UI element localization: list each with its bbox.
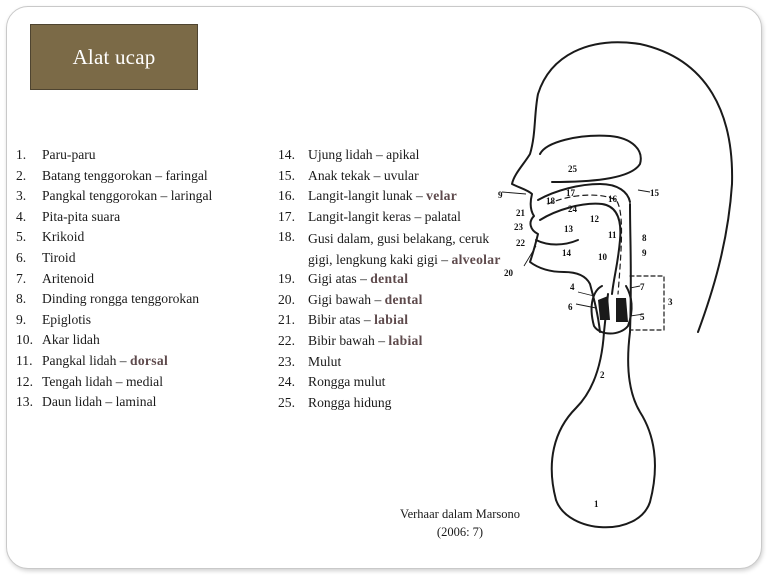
item-description: Rongga mulut (308, 374, 386, 390)
item-number: 1. (16, 147, 27, 162)
item-description: Gigi atas – (308, 271, 371, 287)
item-number: 21. (278, 312, 295, 328)
item-description: Bibir bawah – (308, 332, 389, 348)
item-text (308, 209, 461, 225)
diagram-label: 18 (546, 196, 555, 206)
tongue (540, 204, 620, 294)
item-number: 17. (278, 208, 295, 224)
item-description: Ujung lidah – apikal (308, 147, 420, 162)
item-number: 20. (278, 291, 295, 307)
item-number: 24. (278, 374, 295, 390)
speech-organ-list-left (16, 147, 212, 415)
larynx-bracket (630, 276, 664, 330)
item-text (42, 353, 168, 369)
list-item (278, 147, 503, 168)
item-text (42, 168, 208, 184)
list-item (278, 312, 503, 333)
diagram-label: 6 (568, 302, 573, 312)
item-text (308, 271, 408, 287)
slide-title: Alat ucap (72, 44, 156, 69)
list-item (16, 353, 212, 374)
item-number: 9. (16, 311, 27, 327)
list-item (278, 168, 503, 189)
diagram-label: 4 (570, 282, 575, 292)
item-phonetic-term: labial (374, 312, 409, 328)
diagram-label: 24 (568, 204, 577, 214)
item-description: Akar lidah (42, 332, 100, 348)
diagram-label: 9 (498, 190, 503, 200)
item-number: 7. (16, 270, 27, 286)
diagram-label: 11 (608, 230, 617, 240)
item-description: Aritenoid (42, 270, 95, 286)
trachea (552, 332, 655, 527)
item-description: Pangkal tenggorokan – laringal (42, 188, 213, 204)
item-number: 11. (16, 352, 33, 368)
diagram-label: 10 (598, 252, 607, 262)
item-description: Langit-langit lunak – (308, 188, 427, 204)
list-item (278, 271, 503, 292)
list-item (16, 394, 212, 415)
item-text (308, 333, 423, 349)
item-text (42, 188, 212, 204)
list-item (16, 312, 212, 333)
item-number: 15. (278, 167, 295, 183)
list-item (16, 250, 212, 271)
item-description: Anak tekak – uvular (308, 167, 419, 183)
list-item (16, 291, 212, 312)
item-description: Gigi bawah – (308, 291, 385, 307)
item-text (42, 374, 163, 390)
list-item (16, 147, 212, 168)
head-outline (512, 42, 732, 332)
nasal-cavity (540, 136, 641, 182)
diagram-label: 25 (568, 164, 577, 174)
item-number: 23. (278, 353, 295, 369)
diagram-label: 20 (504, 268, 513, 278)
diagram-label: 1 (594, 499, 599, 509)
item-text (42, 332, 100, 348)
diagram-label: 2 (600, 370, 605, 380)
list-item (16, 188, 212, 209)
item-description: Mulut (308, 353, 342, 369)
list-item (278, 354, 503, 375)
item-description: Pita-pita suara (42, 208, 121, 224)
mouth-floor (536, 240, 578, 245)
diagram-label: 17 (566, 188, 575, 198)
item-number: 12. (16, 373, 33, 389)
diagram-label: 13 (564, 224, 573, 234)
item-number: 6. (16, 249, 27, 265)
item-phonetic-term: dental (370, 271, 409, 287)
citation-line-2: (2006: 7) (436, 525, 484, 539)
item-description: Bibir atas – (308, 312, 375, 328)
item-phonetic-term: labial (388, 332, 423, 348)
item-text (42, 312, 91, 328)
item-description: Pangkal lidah – (42, 352, 130, 368)
diagram-label: 3 (668, 297, 673, 307)
list-item (278, 333, 503, 354)
diagram-label: 5 (640, 312, 645, 322)
item-description: Batang tenggorokan – faringal (42, 167, 208, 183)
item-text (308, 312, 408, 328)
vocal-tract-diagram (490, 14, 752, 546)
cricoid (616, 298, 628, 322)
item-description: Gusi dalam, gusi belakang, ceruk gigi, lengkung kaki gigi – (308, 231, 490, 267)
diagram-label: 7 (640, 282, 645, 292)
list-item (16, 332, 212, 353)
item-number: 22. (278, 332, 295, 348)
item-text (308, 229, 503, 270)
item-text (42, 209, 120, 225)
item-number: 3. (16, 188, 27, 204)
item-text (42, 229, 84, 245)
item-number: 19. (278, 271, 295, 287)
item-description: Paru-paru (42, 147, 96, 162)
list-item (16, 271, 212, 292)
item-phonetic-term: alveolar (451, 251, 501, 267)
diagram-label: 21 (516, 208, 525, 218)
speech-organ-list-right (278, 147, 503, 415)
item-description: Dinding rongga tenggorokan (42, 291, 200, 307)
item-number: 16. (278, 188, 295, 204)
item-description: Tengah lidah – medial (42, 373, 163, 389)
item-number: 13. (16, 394, 33, 410)
diagram-label: 9 (642, 248, 647, 258)
list-item (16, 168, 212, 189)
list-item (278, 395, 503, 416)
item-text (308, 147, 419, 163)
diagram-label: 16 (608, 194, 617, 204)
item-description: Krikoid (42, 229, 85, 245)
item-number: 14. (278, 147, 295, 162)
item-text (308, 354, 341, 370)
item-phonetic-term: velar (426, 188, 458, 204)
item-number: 10. (16, 332, 33, 348)
list-item (16, 374, 212, 395)
item-text (308, 168, 419, 184)
vocal-cords (598, 296, 610, 320)
item-number: 2. (16, 167, 27, 183)
item-description: Daun lidah – laminal (42, 394, 157, 410)
list-item (16, 209, 212, 230)
title-box (30, 24, 198, 90)
item-number: 18. (278, 229, 295, 245)
list-item (278, 374, 503, 395)
item-number: 5. (16, 229, 27, 245)
list-item (278, 292, 503, 313)
item-description: Langit-langit keras – palatal (308, 208, 461, 224)
item-text (42, 394, 156, 410)
diagram-label: 12 (590, 214, 599, 224)
item-number: 8. (16, 291, 27, 307)
item-phonetic-term: dorsal (129, 352, 169, 368)
list-item (278, 209, 503, 230)
item-text (42, 147, 96, 163)
item-number: 25. (278, 394, 295, 410)
diagram-label: 15 (650, 188, 659, 198)
item-text (308, 292, 423, 308)
item-text (42, 271, 94, 287)
diagram-label: 23 (514, 222, 523, 232)
item-text (308, 188, 457, 204)
item-text (308, 395, 391, 411)
item-description: Epiglotis (42, 311, 92, 327)
item-description: Rongga hidung (308, 394, 392, 410)
list-item (278, 229, 503, 271)
citation-line-1: Verhaar dalam Marsono (399, 507, 521, 521)
diagram-label: 22 (516, 238, 525, 248)
list-item (16, 229, 212, 250)
item-number: 4. (16, 208, 27, 224)
diagram-label: 14 (562, 248, 571, 258)
item-description: Tiroid (42, 249, 76, 265)
item-text (42, 250, 76, 266)
diagram-label: 8 (642, 233, 647, 243)
item-phonetic-term: dental (384, 291, 423, 307)
list-item (278, 188, 503, 209)
item-text (42, 291, 199, 307)
item-text (308, 374, 385, 390)
